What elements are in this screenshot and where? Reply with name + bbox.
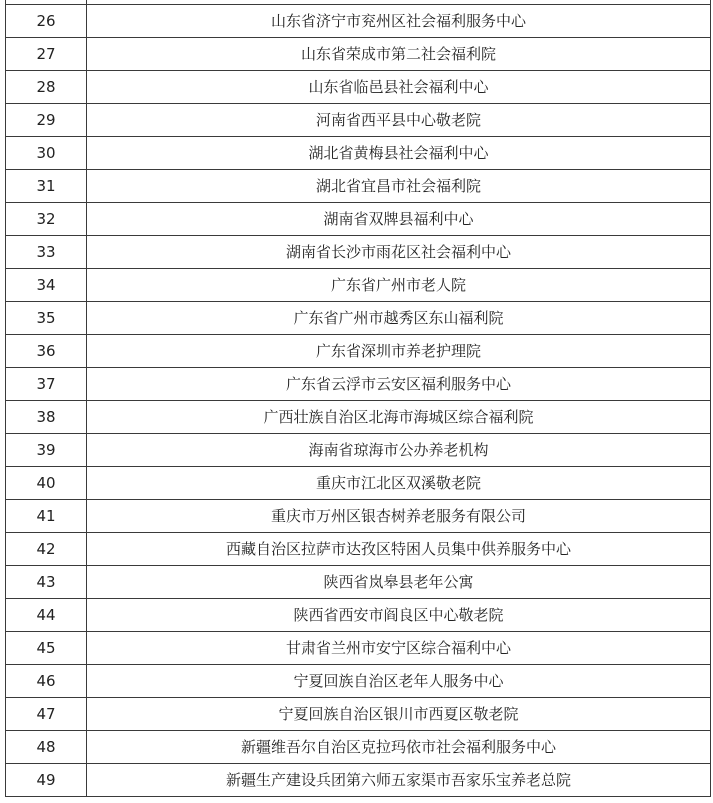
institution-name-cell: 新疆生产建设兵团第六师五家渠市吾家乐宝养老总院 (87, 764, 711, 797)
institution-name-cell: 海南省琼海市公办养老机构 (87, 434, 711, 467)
row-number-cell: 42 (6, 533, 87, 566)
table-row (6, 566, 711, 599)
row-number-cell: 41 (6, 500, 87, 533)
row-number-cell: 45 (6, 632, 87, 665)
row-number-cell: 34 (6, 269, 87, 302)
row-number-cell: 32 (6, 203, 87, 236)
row-number-cell: 27 (6, 38, 87, 71)
institution-name-cell: 山东省荣成市第二社会福利院 (87, 38, 711, 71)
institution-name-cell: 湖北省宜昌市社会福利院 (87, 170, 711, 203)
row-number-cell: 47 (6, 698, 87, 731)
row-number-cell: 43 (6, 566, 87, 599)
table-row (6, 368, 711, 401)
row-number-cell: 39 (6, 434, 87, 467)
institution-name-cell: 宁夏回族自治区银川市西夏区敬老院 (87, 698, 711, 731)
table-row (6, 764, 711, 797)
institution-name-cell: 河南省西平县中心敬老院 (87, 104, 711, 137)
table-row (6, 269, 711, 302)
table-row (6, 698, 711, 731)
institution-table (5, 0, 711, 797)
table-row (6, 38, 711, 71)
institution-table-body (6, 0, 711, 797)
institution-name-cell: 重庆市江北区双溪敬老院 (87, 467, 711, 500)
table-row (6, 137, 711, 170)
row-number-cell: 29 (6, 104, 87, 137)
table-row (6, 236, 711, 269)
row-number-cell: 31 (6, 170, 87, 203)
institution-name-cell: 广东省云浮市云安区福利服务中心 (87, 368, 711, 401)
row-number-cell: 28 (6, 71, 87, 104)
row-number-cell: 44 (6, 599, 87, 632)
table-row (6, 71, 711, 104)
table-row (6, 665, 711, 698)
row-number-cell: 36 (6, 335, 87, 368)
institution-name-cell: 湖北省黄梅县社会福利中心 (87, 137, 711, 170)
institution-name-cell: 宁夏回族自治区老年人服务中心 (87, 665, 711, 698)
institution-name-cell: 湖南省长沙市雨花区社会福利中心 (87, 236, 711, 269)
institution-name-cell: 西藏自治区拉萨市达孜区特困人员集中供养服务中心 (87, 533, 711, 566)
row-number-cell: 35 (6, 302, 87, 335)
institution-name-cell: 陕西省西安市阎良区中心敬老院 (87, 599, 711, 632)
institution-name-cell: 山东省临邑县社会福利中心 (87, 71, 711, 104)
row-number-cell: 26 (6, 5, 87, 38)
row-number-cell: 37 (6, 368, 87, 401)
row-number-cell: 30 (6, 137, 87, 170)
institution-name-cell: 山东省济宁市兖州区社会福利服务中心 (87, 5, 711, 38)
table-row (6, 170, 711, 203)
table-row (6, 731, 711, 764)
table-row (6, 5, 711, 38)
institution-name-cell: 广东省广州市老人院 (87, 269, 711, 302)
table-row (6, 533, 711, 566)
table-row (6, 599, 711, 632)
table-row (6, 335, 711, 368)
institution-name-cell: 湖南省双牌县福利中心 (87, 203, 711, 236)
institution-name-cell: 新疆维吾尔自治区克拉玛依市社会福利服务中心 (87, 731, 711, 764)
institution-name-cell: 甘肃省兰州市安宁区综合福利中心 (87, 632, 711, 665)
row-number-cell: 46 (6, 665, 87, 698)
table-row (6, 632, 711, 665)
table-row (6, 203, 711, 236)
row-number-cell: 33 (6, 236, 87, 269)
institution-name-cell: 广东省深圳市养老护理院 (87, 335, 711, 368)
table-row (6, 104, 711, 137)
table-row (6, 401, 711, 434)
table-row (6, 500, 711, 533)
table-row (6, 302, 711, 335)
institution-name-cell: 广东省广州市越秀区东山福利院 (87, 302, 711, 335)
row-number-cell: 40 (6, 467, 87, 500)
table-row (6, 467, 711, 500)
institution-name-cell: 重庆市万州区银杏树养老服务有限公司 (87, 500, 711, 533)
row-number-cell: 49 (6, 764, 87, 797)
institution-name-cell: 陕西省岚皋县老年公寓 (87, 566, 711, 599)
row-number-cell: 38 (6, 401, 87, 434)
institution-name-cell: 广西壮族自治区北海市海城区综合福利院 (87, 401, 711, 434)
row-number-cell: 48 (6, 731, 87, 764)
table-row (6, 434, 711, 467)
